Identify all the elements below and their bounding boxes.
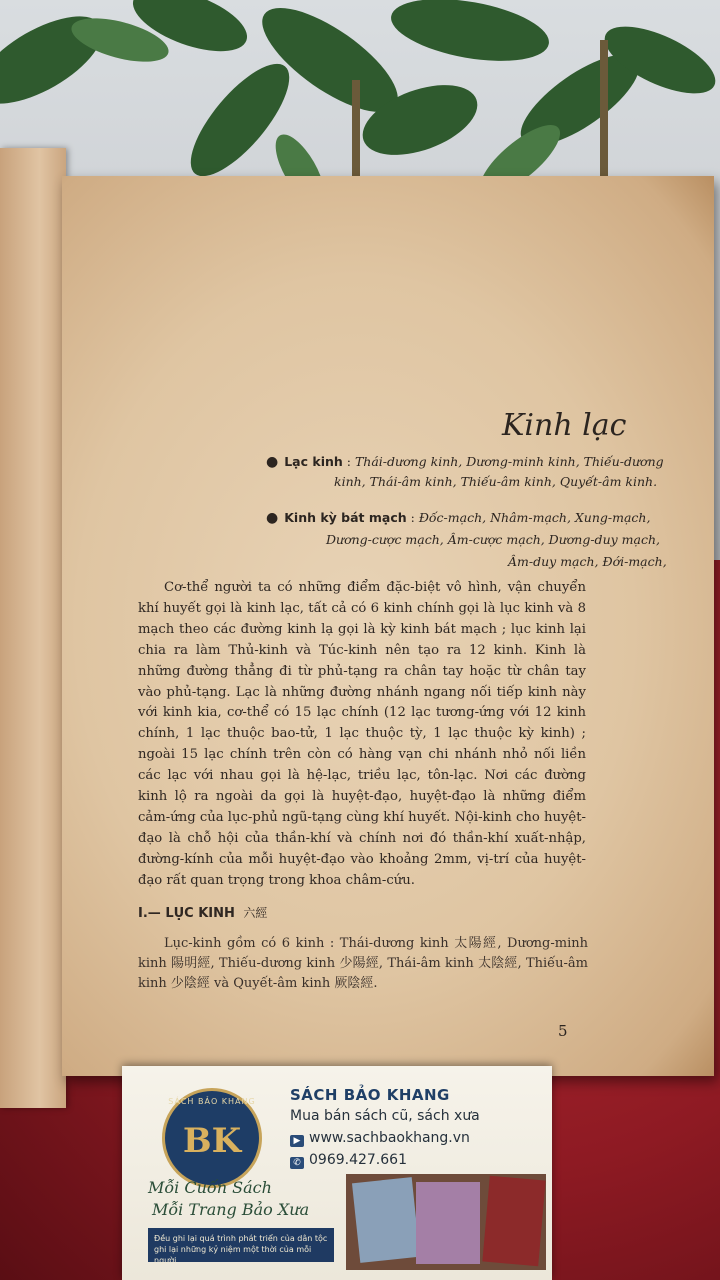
book-page (62, 176, 714, 1076)
definition-ky-kinh (266, 510, 650, 526)
section-cjk: 六經 (243, 906, 268, 920)
logo-monogram: BK (182, 1121, 242, 1161)
play-icon: ▶ (290, 1135, 304, 1147)
definition-term: Kinh kỳ bát mạch (284, 510, 407, 525)
section-title: LỤC KINH (165, 906, 235, 921)
definition-value-line2: kinh, Thái-âm kinh, Thiếu-âm kinh, Quyết-âm kinh. (334, 474, 658, 489)
definition-value-line1: Thái-dương kinh, Dương-minh kinh, Thiếu-dương (354, 454, 664, 469)
card-slogan-1: Mỗi Cuốn Sách (148, 1178, 272, 1197)
business-card (122, 1066, 552, 1280)
definition-term: Lạc kinh (284, 454, 343, 469)
body-paragraph: Cơ-thể người ta có những điểm đặc-biệt vô hình, vận chuyển khí huyết gọi là kinh lạc, tất cả có 6 kinh chính gọi là lục kinh và 8 mạch theo các đường kinh lạ gọi là kỳ kinh bát mạch ; lục kinh lại chia ra làm Thủ-kinh và Túc-kinh nên tạo ra 12 kinh. Kinh là những đường thẳng đi từ phủ-tạng ra chân tay hoặc từ chân tay vào phủ-tạng. Lạc là những đường nhánh ngang nối tiếp kinh này với kinh kia, cơ-thể có 15 lạc chính (12 lạc tương-ứng với 12 kinh chính, 1 lạc thuộc bao-tử, 1 lạc thuộc tỳ, 1 lạc thuộc kỳ kinh) ; ngoài 15 lạc chính trên còn có hàng vạn chi nhánh nhỏ nối liền các lạc với nhau gọi là hệ-lạc, triều lạc, tôn-lạc. Nơi các đường kinh lộ ra ngoài da gọi là huyệt-đạo, huyệt-đạo là những điểm cảm-ứng của lục-phủ ngũ-tạng cùng khí huyết. Nội-kinh cho huyệt-đạo là chỗ hội của thần-khí và chính nơi đó thần-khí xuất-nhập, đường-kính của mỗi huyệt-đạo vào khoảng 2mm, vị-trí của huyệt-đạo rất quan trọng trong khoa châm-cứu. (138, 580, 586, 888)
definition-value-line3: Âm-duy mạch, Đới-mạch, (508, 554, 667, 569)
card-slogan-2: Mỗi Trang Bảo Xưa (152, 1200, 310, 1219)
card-website (290, 1130, 470, 1147)
card-notice: Đều ghi lại quá trình phát triển của dân tộc ghi lại những kỷ niệm một thời của mỗi người (148, 1228, 334, 1262)
bullet-icon: ● (266, 510, 279, 526)
left-page (0, 148, 66, 1108)
section-heading (138, 904, 267, 921)
definition-separator: : (342, 454, 351, 469)
definition-separator: : (406, 510, 415, 525)
card-title: SÁCH BẢO KHANG (290, 1086, 450, 1104)
section-paragraph: Lục-kinh gồm có 6 kinh : Thái-dương kinh 太陽經, Dương-minh kinh 陽明經, Thiếu-dương kinh 少陽經, Thái-âm kinh 太陰經, Thiếu-âm kinh 少陰經 và Quyết-âm kinh 厥陰經. (138, 936, 588, 991)
bk-logo (162, 1088, 262, 1188)
phone-icon: ✆ (290, 1157, 304, 1169)
definition-ky-kinh-line3 (508, 554, 667, 569)
logo-ring-text: SÁCH BẢO KHANG (168, 1097, 256, 1106)
definition-ky-kinh-line2 (326, 532, 660, 547)
card-tagline: Mua bán sách cũ, sách xưa (290, 1108, 480, 1124)
page-number: 5 (558, 1022, 568, 1040)
card-phone-text: 0969.427.661 (309, 1152, 407, 1168)
card-website-text: www.sachbaokhang.vn (309, 1130, 470, 1146)
page-title: Kinh lạc (502, 408, 627, 443)
definition-lac-kinh-line2 (334, 474, 657, 489)
definition-lac-kinh (266, 454, 664, 470)
books-photo (346, 1174, 546, 1270)
bullet-icon: ● (266, 454, 279, 470)
card-phone (290, 1152, 407, 1169)
definition-value-line1: Đốc-mạch, Nhâm-mạch, Xung-mạch, (418, 510, 651, 525)
section-number: I.— (138, 906, 161, 921)
definition-value-line2: Dương-cược mạch, Âm-cược mạch, Dương-duy mạch, (326, 532, 660, 547)
